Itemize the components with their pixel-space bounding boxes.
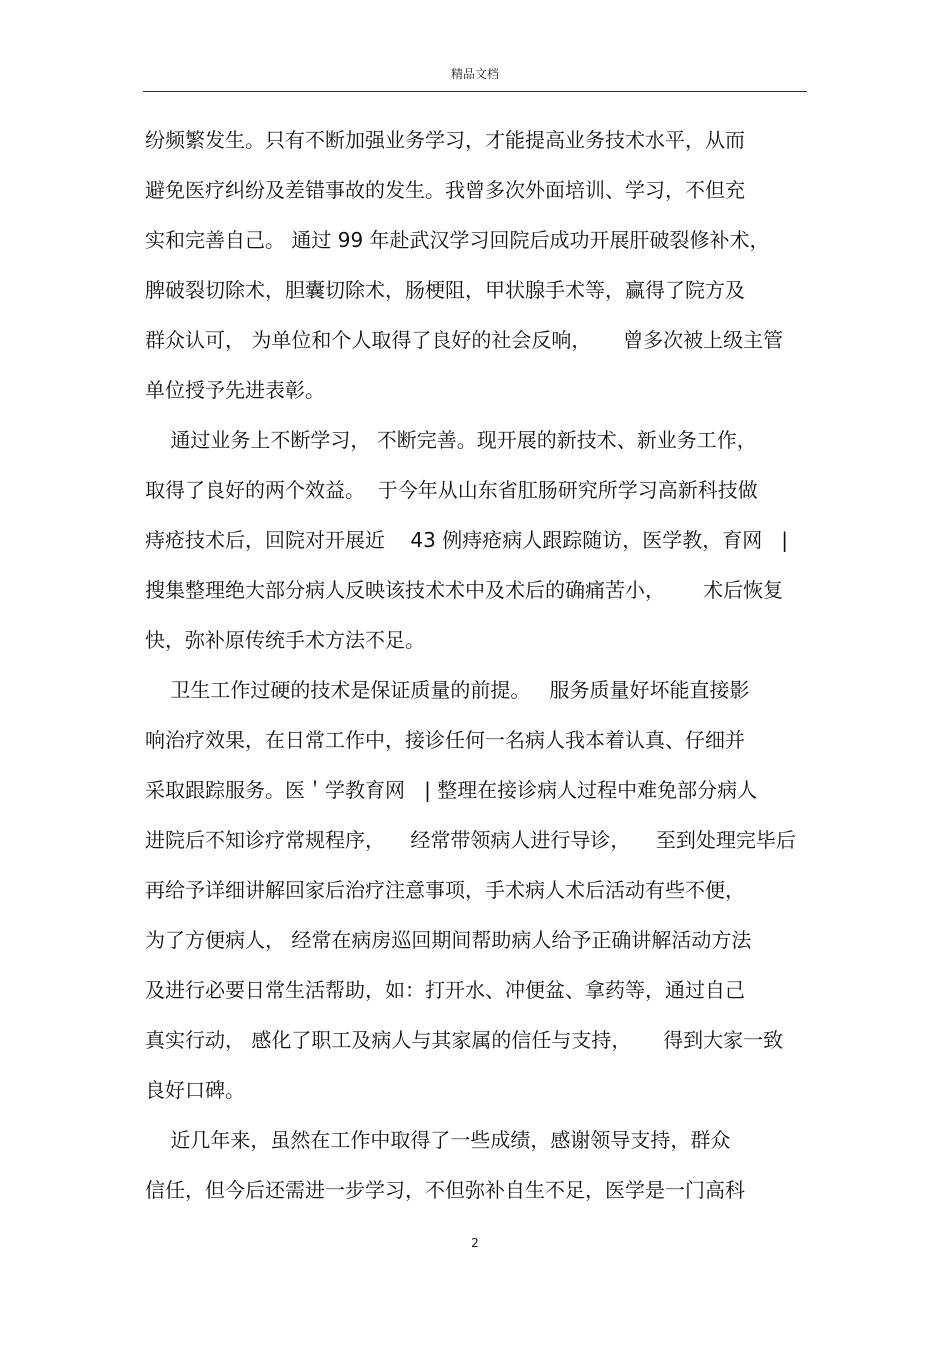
text-line: 再给予详细讲解回家后治疗注意事项，手术病人术后活动有些不便，	[145, 878, 745, 902]
text-line: 痔疮技术后，回院对开展近 43 例痔疮病人跟踪随访，医学教，育网 |	[145, 528, 789, 552]
page-number: 2	[471, 1236, 479, 1250]
text-line: 响治疗效果，在日常工作中，接诊任何一名病人我本着认真、仔细并	[145, 728, 745, 752]
text-line: 卫生工作过硬的技术是保证质量的前提。 服务质量好坏能直接影	[145, 678, 750, 702]
text-line: 群众认可， 为单位和个人取得了良好的社会反响， 曾多次被上级主管	[145, 328, 784, 352]
text-line: 避免医疗纠纷及差错事故的发生。我曾多次外面培训、学习，不但充	[145, 178, 745, 202]
text-line: 及进行必要日常生活帮助，如：打开水、冲便盆、拿药等，通过自己	[145, 978, 745, 1002]
text-line: 近几年来，虽然在工作中取得了一些成绩，感谢领导支持，群众	[145, 1128, 731, 1152]
text-line: 纷频繁发生。只有不断加强业务学习，才能提高业务技术水平，从而	[145, 128, 745, 152]
page-header: 精品文档	[450, 67, 499, 81]
text-line: 取得了良好的两个效益。 于今年从山东省肛肠研究所学习高新科技做	[145, 478, 758, 502]
text-line: 通过业务上不断学习， 不断完善。现开展的新技术、新业务工作，	[145, 428, 757, 452]
text-line: 快，弥补原传统手术方法不足。	[145, 628, 425, 652]
text-line: 搜集整理绝大部分病人反映该技术术中及术后的确痛苦小， 术后恢复	[145, 578, 784, 602]
text-line: 脾破裂切除术，胆囊切除术，肠梗阻，甲状腺手术等，赢得了院方及	[145, 278, 745, 302]
text-line: 真实行动， 感化了职工及病人与其家属的信任与支持， 得到大家一致	[145, 1028, 784, 1052]
text-line: 实和完善自己。 通过 99 年赴武汉学习回院后成功开展肝破裂修补术，	[145, 228, 770, 252]
text-line: 单位授予先进表彰。	[145, 378, 325, 402]
text-line: 为了方便病人， 经常在病房巡回期间帮助病人给予正确讲解活动方法	[145, 928, 752, 952]
text-line: 良好口碑。	[145, 1078, 245, 1102]
header-divider	[143, 91, 807, 92]
text-line: 进院后不知诊疗常规程序， 经常带领病人进行导诊， 至到处理完毕后	[145, 828, 796, 852]
text-line: 信任，但今后还需进一步学习，不但弥补自生不足，医学是一门高科	[145, 1178, 745, 1202]
text-line: 采取跟踪服务。医＇学教育网 | 整理在接诊病人过程中难免部分病人	[145, 778, 758, 802]
